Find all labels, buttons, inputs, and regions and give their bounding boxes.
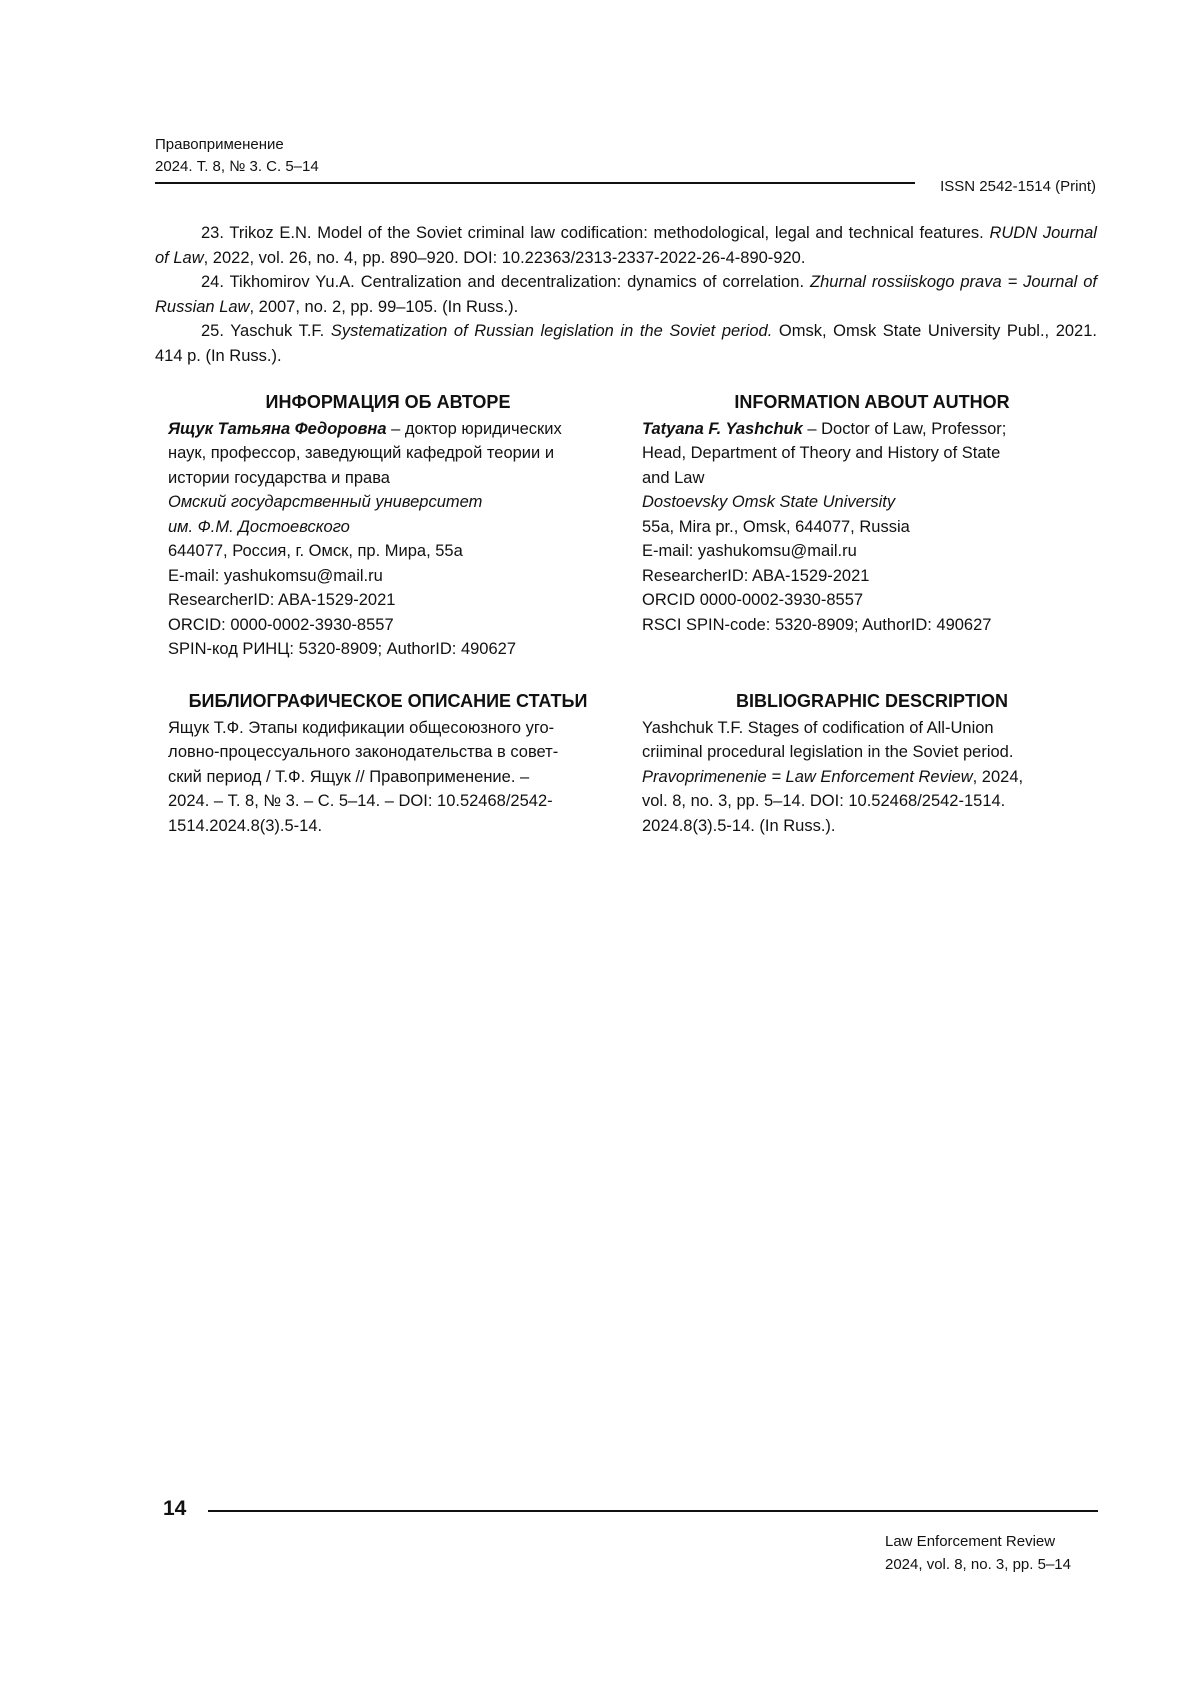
email: E-mail: yashukomsu@mail.ru [642,542,857,560]
header-rule [155,182,915,184]
reference-list [155,221,1097,368]
issue-info-en: 2024, vol. 8, no. 3, pp. 5–14 [885,1556,1071,1573]
reference-item: 23. Trikoz E.N. Model of the Soviet criminal law codification: methodological, legal and technical features. RUDN Journal of Law, 2022, vol. 26, no. 4, pp. 890–920. DOI: 10.22363/2313-2337-2022-26-4-890-920. [155,224,1097,267]
spin-code: SPIN-код РИНЦ: 5320-8909; AuthorID: 490627 [168,640,517,658]
email: E-mail: yashukomsu@mail.ru [168,566,383,585]
biblio-description-en: BIBLIOGRAPHIC DESCRIPTION Yashchuk T.F. Stages of codification of All-Union criiminal procedural legislation in the Soviet period. Pravoprimenenie = Law Enforcement Review, 2024, vol. 8, no. 3, pp. 5–14. DOI: 10.52468/2542-1514. 2024.8(3).5-14. (In Russ.). [642,689,1102,838]
author-info-en: INFORMATION ABOUT AUTHOR Tatyana F. Yashchuk – Doctor of Law, Professor; Head, Department of Theory and History of State and Law Dostoevsky Omsk State University 55a, Mira pr., Omsk, 644077, Russia E-mail: yashukomsu@mail.ru ResearcherID: ABA-1529-2021 ORCID 0000-0002-3930-8557 RSCI SPIN-code: 5320-8909; AuthorID: 490627 [642,390,1102,637]
orcid: ORCID: 0000-0002-3930-8557 [168,615,394,634]
section-heading: INFORMATION ABOUT AUTHOR [734,392,1010,412]
researcher-id: ResearcherID: ABA-1529-2021 [642,566,870,585]
biblio-description-ru: БИБЛИОГРАФИЧЕСКОЕ ОПИСАНИЕ СТАТЬИ Ящук Т.Ф. Этапы кодификации общесоюзного уго- ловно-процессуального законодательства в совет- ский период / Т.Ф. Ящук // Правоприменение. – 2024. – Т. 8, № 3. – С. 5–14. – DOI: 10.52468/2542- 1514.2024.8(3).5-14. [168,689,608,838]
running-footer [885,1530,1071,1576]
affiliation: Омский государственный университет [168,493,483,511]
author-name: Tatyana F. Yashchuk [642,419,803,438]
journal-title-en: Law Enforcement Review [885,1533,1056,1550]
author-name: Ящук Татьяна Федоровна [168,419,387,438]
researcher-id: ResearcherID: ABA-1529-2021 [168,591,396,609]
reference-item: 25. Yaschuk T.F. Systematization of Russian legislation in the Soviet period. Omsk, Omsk State University Publ., 2021. 414 p. (In Russ.). [155,322,1097,365]
section-heading: BIBLIOGRAPHIC DESCRIPTION [735,691,1008,711]
affiliation: Dostoevsky Omsk State University [642,493,896,511]
orcid: ORCID 0000-0002-3930-8557 [642,591,864,609]
issue-info-ru: 2024. Т. 8, № 3. С. 5–14 [155,158,319,175]
spin-code: RSCI SPIN-code: 5320-8909; AuthorID: 490627 [642,615,992,634]
footer-rule [208,1510,1098,1512]
address: 644077, Россия, г. Омск, пр. Мира, 55а [168,542,463,560]
section-heading: БИБЛИОГРАФИЧЕСКОЕ ОПИСАНИЕ СТАТЬИ [188,691,588,711]
author-info-ru: ИНФОРМАЦИЯ ОБ АВТОРЕ Ящук Татьяна Федоровна – доктор юридических наук, профессор, заведующий кафедрой теории и истории государства и права Омский государственный университет им. Ф.М. Достоевского 644077, Россия, г. Омск, пр. Мира, 55а E-mail: yashukomsu@mail.ru ResearcherID: ABA-1529-2021 ORCID: 0000-0002-3930-8557 SPIN-код РИНЦ: 5320-8909; AuthorID: 490627 [168,390,608,662]
page-number: 14 [163,1497,187,1520]
section-heading: ИНФОРМАЦИЯ ОБ АВТОРЕ [265,392,511,412]
journal-title-ru: Правоприменение [155,136,284,153]
running-header-left [155,134,319,178]
issn: ISSN 2542-1514 (Print) [940,178,1096,195]
reference-item: 24. Tikhomirov Yu.A. Centralization and decentralization: dynamics of correlation. Zhurnal rossiiskogo prava = Journal of Russian Law, 2007, no. 2, pp. 99–105. (In Russ.). [155,273,1097,316]
address: 55a, Mira pr., Omsk, 644077, Russia [642,517,910,536]
